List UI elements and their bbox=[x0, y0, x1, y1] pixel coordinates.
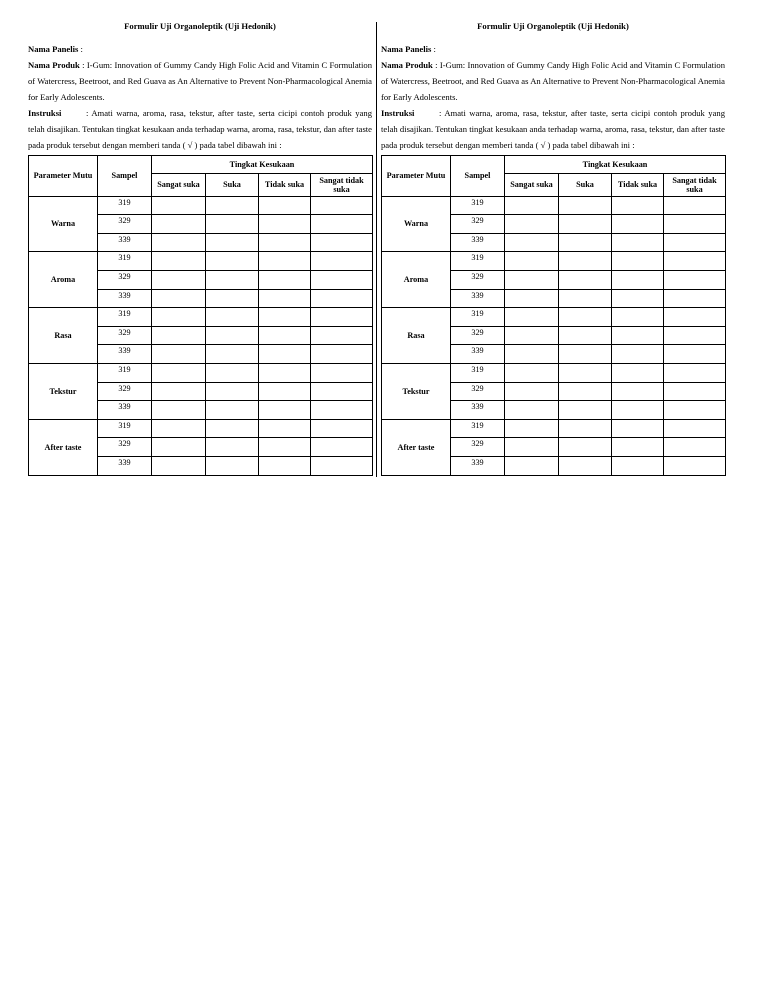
header-scale-2: Suka bbox=[559, 173, 612, 196]
rating-checkbox-cell[interactable] bbox=[152, 215, 206, 234]
sample-code-cell: 329 bbox=[451, 326, 505, 345]
header-scale-3: Tidak suka bbox=[259, 173, 311, 196]
sample-code-cell: 319 bbox=[98, 196, 152, 215]
rating-checkbox-cell[interactable] bbox=[559, 233, 612, 252]
rating-checkbox-cell[interactable] bbox=[505, 326, 559, 345]
instruksi-value: : Amati warna, aroma, rasa, tekstur, after taste, serta cicipi contoh produk yang telah disajikan. Tentukan tingkat kesukaan anda terhadap warna, aroma, rasa, tekstur, dan after taste pada produk tersebut dengan memberi tanda ( √ ) pada tabel dibawah ini : bbox=[381, 108, 725, 150]
hedonic-table bbox=[381, 155, 726, 476]
rating-checkbox-cell[interactable] bbox=[664, 233, 726, 252]
sample-code-cell: 319 bbox=[98, 252, 152, 271]
rating-checkbox-cell[interactable] bbox=[664, 401, 726, 420]
rating-checkbox-cell[interactable] bbox=[206, 233, 259, 252]
header-preference-level: Tingkat Kesukaan bbox=[152, 156, 373, 174]
rating-checkbox-cell[interactable] bbox=[664, 289, 726, 308]
rating-checkbox-cell[interactable] bbox=[311, 196, 373, 215]
produk-label: Nama Produk bbox=[381, 60, 433, 70]
rating-checkbox-cell[interactable] bbox=[259, 196, 311, 215]
parameter-cell: Aroma bbox=[382, 252, 451, 308]
sample-code-cell: 319 bbox=[451, 196, 505, 215]
rating-checkbox-cell[interactable] bbox=[612, 233, 664, 252]
rating-checkbox-cell[interactable] bbox=[559, 252, 612, 271]
rating-checkbox-cell[interactable] bbox=[259, 215, 311, 234]
rating-checkbox-cell[interactable] bbox=[311, 345, 373, 364]
sample-code-cell: 339 bbox=[451, 345, 505, 364]
sample-code-cell: 319 bbox=[98, 308, 152, 327]
sample-code-cell: 329 bbox=[451, 270, 505, 289]
rating-checkbox-cell[interactable] bbox=[311, 252, 373, 271]
rating-checkbox-cell[interactable] bbox=[152, 363, 206, 382]
sample-code-cell: 329 bbox=[451, 382, 505, 401]
table-row bbox=[382, 363, 726, 382]
rating-checkbox-cell[interactable] bbox=[505, 401, 559, 420]
sample-code-cell: 319 bbox=[451, 308, 505, 327]
rating-checkbox-cell[interactable] bbox=[259, 289, 311, 308]
parameter-cell: Tekstur bbox=[382, 363, 451, 419]
rating-checkbox-cell[interactable] bbox=[559, 401, 612, 420]
sample-code-cell: 329 bbox=[451, 215, 505, 234]
rating-checkbox-cell[interactable] bbox=[559, 363, 612, 382]
rating-checkbox-cell[interactable] bbox=[206, 196, 259, 215]
rating-checkbox-cell[interactable] bbox=[259, 326, 311, 345]
header-scale-3: Tidak suka bbox=[612, 173, 664, 196]
form-title: Formulir Uji Organoleptik (Uji Hedonik) bbox=[124, 21, 276, 31]
rating-checkbox-cell[interactable] bbox=[259, 401, 311, 420]
rating-checkbox-cell[interactable] bbox=[505, 196, 559, 215]
rating-checkbox-cell[interactable] bbox=[152, 419, 206, 438]
parameter-cell: Tekstur bbox=[29, 363, 98, 419]
rating-checkbox-cell[interactable] bbox=[311, 289, 373, 308]
rating-checkbox-cell[interactable] bbox=[311, 419, 373, 438]
sample-code-cell: 319 bbox=[98, 419, 152, 438]
sample-code-cell: 339 bbox=[98, 345, 152, 364]
sample-code-cell: 329 bbox=[451, 438, 505, 457]
rating-checkbox-cell[interactable] bbox=[152, 382, 206, 401]
sample-code-cell: 319 bbox=[451, 419, 505, 438]
form-title: Formulir Uji Organoleptik (Uji Hedonik) bbox=[477, 21, 629, 31]
rating-checkbox-cell[interactable] bbox=[559, 196, 612, 215]
rating-checkbox-cell[interactable] bbox=[259, 270, 311, 289]
rating-checkbox-cell[interactable] bbox=[505, 215, 559, 234]
rating-checkbox-cell[interactable] bbox=[664, 345, 726, 364]
rating-checkbox-cell[interactable] bbox=[152, 438, 206, 457]
rating-checkbox-cell[interactable] bbox=[559, 382, 612, 401]
rating-checkbox-cell[interactable] bbox=[664, 196, 726, 215]
rating-checkbox-cell[interactable] bbox=[612, 270, 664, 289]
rating-checkbox-cell[interactable] bbox=[664, 252, 726, 271]
rating-checkbox-cell[interactable] bbox=[612, 401, 664, 420]
rating-checkbox-cell[interactable] bbox=[152, 326, 206, 345]
rating-checkbox-cell[interactable] bbox=[259, 456, 311, 475]
rating-checkbox-cell[interactable] bbox=[505, 252, 559, 271]
rating-checkbox-cell[interactable] bbox=[664, 215, 726, 234]
rating-checkbox-cell[interactable] bbox=[505, 419, 559, 438]
rating-checkbox-cell[interactable] bbox=[206, 401, 259, 420]
rating-checkbox-cell[interactable] bbox=[612, 438, 664, 457]
rating-checkbox-cell[interactable] bbox=[259, 233, 311, 252]
rating-checkbox-cell[interactable] bbox=[152, 345, 206, 364]
rating-checkbox-cell[interactable] bbox=[206, 270, 259, 289]
rating-checkbox-cell[interactable] bbox=[152, 252, 206, 271]
rating-checkbox-cell[interactable] bbox=[311, 270, 373, 289]
panelis-value[interactable]: : bbox=[80, 44, 83, 54]
rating-checkbox-cell[interactable] bbox=[311, 308, 373, 327]
sample-code-cell: 339 bbox=[451, 401, 505, 420]
header-scale-4: Sangat tidak suka bbox=[664, 173, 726, 196]
parameter-cell: After taste bbox=[29, 419, 98, 475]
rating-checkbox-cell[interactable] bbox=[612, 196, 664, 215]
rating-checkbox-cell[interactable] bbox=[206, 215, 259, 234]
produk-line bbox=[381, 57, 725, 105]
rating-checkbox-cell[interactable] bbox=[505, 363, 559, 382]
rating-checkbox-cell[interactable] bbox=[664, 438, 726, 457]
header-parameter: Parameter Mutu bbox=[29, 156, 98, 197]
rating-checkbox-cell[interactable] bbox=[612, 419, 664, 438]
rating-checkbox-cell[interactable] bbox=[559, 345, 612, 364]
instruksi-label: Instruksi bbox=[28, 108, 62, 118]
rating-checkbox-cell[interactable] bbox=[559, 326, 612, 345]
rating-checkbox-cell[interactable] bbox=[206, 456, 259, 475]
table-row bbox=[29, 252, 373, 271]
rating-checkbox-cell[interactable] bbox=[559, 270, 612, 289]
rating-checkbox-cell[interactable] bbox=[259, 345, 311, 364]
header-scale-1: Sangat suka bbox=[152, 173, 206, 196]
rating-checkbox-cell[interactable] bbox=[664, 326, 726, 345]
rating-checkbox-cell[interactable] bbox=[505, 345, 559, 364]
rating-checkbox-cell[interactable] bbox=[152, 289, 206, 308]
rating-checkbox-cell[interactable] bbox=[664, 382, 726, 401]
rating-checkbox-cell[interactable] bbox=[664, 456, 726, 475]
rating-checkbox-cell[interactable] bbox=[152, 196, 206, 215]
instruksi-line bbox=[28, 105, 372, 153]
rating-checkbox-cell[interactable] bbox=[612, 345, 664, 364]
rating-checkbox-cell[interactable] bbox=[664, 419, 726, 438]
rating-checkbox-cell[interactable] bbox=[259, 363, 311, 382]
produk-value: : I-Gum: Innovation of Gummy Candy High Folic Acid and Vitamin C Formulation of Watercress, Beetroot, and Red Guava as An Alternative to Prevent Non-Pharmacological Anemia for Early Adolescents. bbox=[381, 60, 725, 102]
sample-code-cell: 339 bbox=[451, 233, 505, 252]
sample-code-cell: 329 bbox=[98, 438, 152, 457]
rating-checkbox-cell[interactable] bbox=[206, 345, 259, 364]
rating-checkbox-cell[interactable] bbox=[152, 270, 206, 289]
header-scale-1: Sangat suka bbox=[505, 173, 559, 196]
sample-code-cell: 319 bbox=[451, 363, 505, 382]
sample-code-cell: 339 bbox=[98, 233, 152, 252]
produk-line bbox=[28, 57, 372, 105]
instruksi-line bbox=[381, 105, 725, 153]
rating-checkbox-cell[interactable] bbox=[206, 326, 259, 345]
rating-checkbox-cell[interactable] bbox=[206, 438, 259, 457]
header-parameter: Parameter Mutu bbox=[382, 156, 451, 197]
rating-checkbox-cell[interactable] bbox=[311, 363, 373, 382]
rating-checkbox-cell[interactable] bbox=[664, 270, 726, 289]
table-row bbox=[382, 196, 726, 215]
sample-code-cell: 339 bbox=[98, 401, 152, 420]
rating-checkbox-cell[interactable] bbox=[612, 382, 664, 401]
sample-code-cell: 329 bbox=[98, 382, 152, 401]
rating-checkbox-cell[interactable] bbox=[259, 308, 311, 327]
header-sample: Sampel bbox=[98, 156, 152, 197]
produk-value: : I-Gum: Innovation of Gummy Candy High Folic Acid and Vitamin C Formulation of Watercress, Beetroot, and Red Guava as An Alternative to Prevent Non-Pharmacological Anemia for Early Adolescents. bbox=[28, 60, 372, 102]
parameter-cell: Rasa bbox=[29, 308, 98, 364]
rating-checkbox-cell[interactable] bbox=[259, 252, 311, 271]
header-preference-level: Tingkat Kesukaan bbox=[505, 156, 726, 174]
sample-code-cell: 319 bbox=[451, 252, 505, 271]
rating-checkbox-cell[interactable] bbox=[311, 456, 373, 475]
rating-checkbox-cell[interactable] bbox=[206, 252, 259, 271]
rating-checkbox-cell[interactable] bbox=[206, 382, 259, 401]
table-row bbox=[29, 308, 373, 327]
rating-checkbox-cell[interactable] bbox=[505, 456, 559, 475]
sample-code-cell: 339 bbox=[98, 289, 152, 308]
rating-checkbox-cell[interactable] bbox=[206, 289, 259, 308]
rating-checkbox-cell[interactable] bbox=[612, 363, 664, 382]
produk-label: Nama Produk bbox=[28, 60, 80, 70]
rating-checkbox-cell[interactable] bbox=[505, 308, 559, 327]
table-row bbox=[382, 419, 726, 438]
header-scale-4: Sangat tidak suka bbox=[311, 173, 373, 196]
panelis-label: Nama Panelis bbox=[28, 44, 79, 54]
panelis-value[interactable]: : bbox=[433, 44, 436, 54]
parameter-cell: Warna bbox=[29, 196, 98, 252]
table-row bbox=[29, 419, 373, 438]
sample-code-cell: 329 bbox=[98, 326, 152, 345]
rating-checkbox-cell[interactable] bbox=[505, 438, 559, 457]
rating-checkbox-cell[interactable] bbox=[612, 289, 664, 308]
sample-code-cell: 329 bbox=[98, 215, 152, 234]
hedonic-table bbox=[28, 155, 373, 476]
table-row bbox=[29, 196, 373, 215]
rating-checkbox-cell[interactable] bbox=[612, 252, 664, 271]
rating-checkbox-cell[interactable] bbox=[259, 419, 311, 438]
rating-checkbox-cell[interactable] bbox=[559, 308, 612, 327]
rating-checkbox-cell[interactable] bbox=[311, 326, 373, 345]
form-right bbox=[381, 18, 725, 476]
sample-code-cell: 339 bbox=[451, 456, 505, 475]
rating-checkbox-cell[interactable] bbox=[152, 456, 206, 475]
sample-code-cell: 319 bbox=[98, 363, 152, 382]
table-row bbox=[29, 363, 373, 382]
rating-checkbox-cell[interactable] bbox=[612, 456, 664, 475]
sample-code-cell: 329 bbox=[98, 270, 152, 289]
center-divider bbox=[376, 22, 377, 477]
rating-checkbox-cell[interactable] bbox=[206, 308, 259, 327]
parameter-cell: Aroma bbox=[29, 252, 98, 308]
table-row bbox=[382, 308, 726, 327]
rating-checkbox-cell[interactable] bbox=[612, 215, 664, 234]
rating-checkbox-cell[interactable] bbox=[152, 308, 206, 327]
rating-checkbox-cell[interactable] bbox=[311, 401, 373, 420]
rating-checkbox-cell[interactable] bbox=[664, 363, 726, 382]
parameter-cell: Rasa bbox=[382, 308, 451, 364]
rating-checkbox-cell[interactable] bbox=[206, 363, 259, 382]
rating-checkbox-cell[interactable] bbox=[559, 215, 612, 234]
rating-checkbox-cell[interactable] bbox=[259, 382, 311, 401]
rating-checkbox-cell[interactable] bbox=[311, 233, 373, 252]
rating-checkbox-cell[interactable] bbox=[559, 456, 612, 475]
rating-checkbox-cell[interactable] bbox=[505, 289, 559, 308]
header-scale-2: Suka bbox=[206, 173, 259, 196]
rating-checkbox-cell[interactable] bbox=[206, 419, 259, 438]
sample-code-cell: 339 bbox=[98, 456, 152, 475]
rating-checkbox-cell[interactable] bbox=[259, 438, 311, 457]
instruksi-label: Instruksi bbox=[381, 108, 415, 118]
rating-checkbox-cell[interactable] bbox=[664, 308, 726, 327]
rating-checkbox-cell[interactable] bbox=[505, 270, 559, 289]
parameter-cell: Warna bbox=[382, 196, 451, 252]
sample-code-cell: 339 bbox=[451, 289, 505, 308]
rating-checkbox-cell[interactable] bbox=[152, 401, 206, 420]
instruksi-value: : Amati warna, aroma, rasa, tekstur, after taste, serta cicipi contoh produk yang telah disajikan. Tentukan tingkat kesukaan anda terhadap warna, aroma, rasa, tekstur, dan after taste pada produk tersebut dengan memberi tanda ( √ ) pada tabel dibawah ini : bbox=[28, 108, 372, 150]
rating-checkbox-cell[interactable] bbox=[152, 233, 206, 252]
panelis-line bbox=[28, 41, 372, 57]
panelis-label: Nama Panelis bbox=[381, 44, 432, 54]
rating-checkbox-cell[interactable] bbox=[505, 233, 559, 252]
rating-checkbox-cell[interactable] bbox=[311, 382, 373, 401]
rating-checkbox-cell[interactable] bbox=[311, 438, 373, 457]
rating-checkbox-cell[interactable] bbox=[559, 438, 612, 457]
panelis-line bbox=[381, 41, 725, 57]
rating-checkbox-cell[interactable] bbox=[612, 308, 664, 327]
rating-checkbox-cell[interactable] bbox=[559, 289, 612, 308]
table-row bbox=[382, 252, 726, 271]
rating-checkbox-cell[interactable] bbox=[559, 419, 612, 438]
rating-checkbox-cell[interactable] bbox=[311, 215, 373, 234]
parameter-cell: After taste bbox=[382, 419, 451, 475]
rating-checkbox-cell[interactable] bbox=[612, 326, 664, 345]
form-left bbox=[28, 18, 372, 476]
header-sample: Sampel bbox=[451, 156, 505, 197]
rating-checkbox-cell[interactable] bbox=[505, 382, 559, 401]
